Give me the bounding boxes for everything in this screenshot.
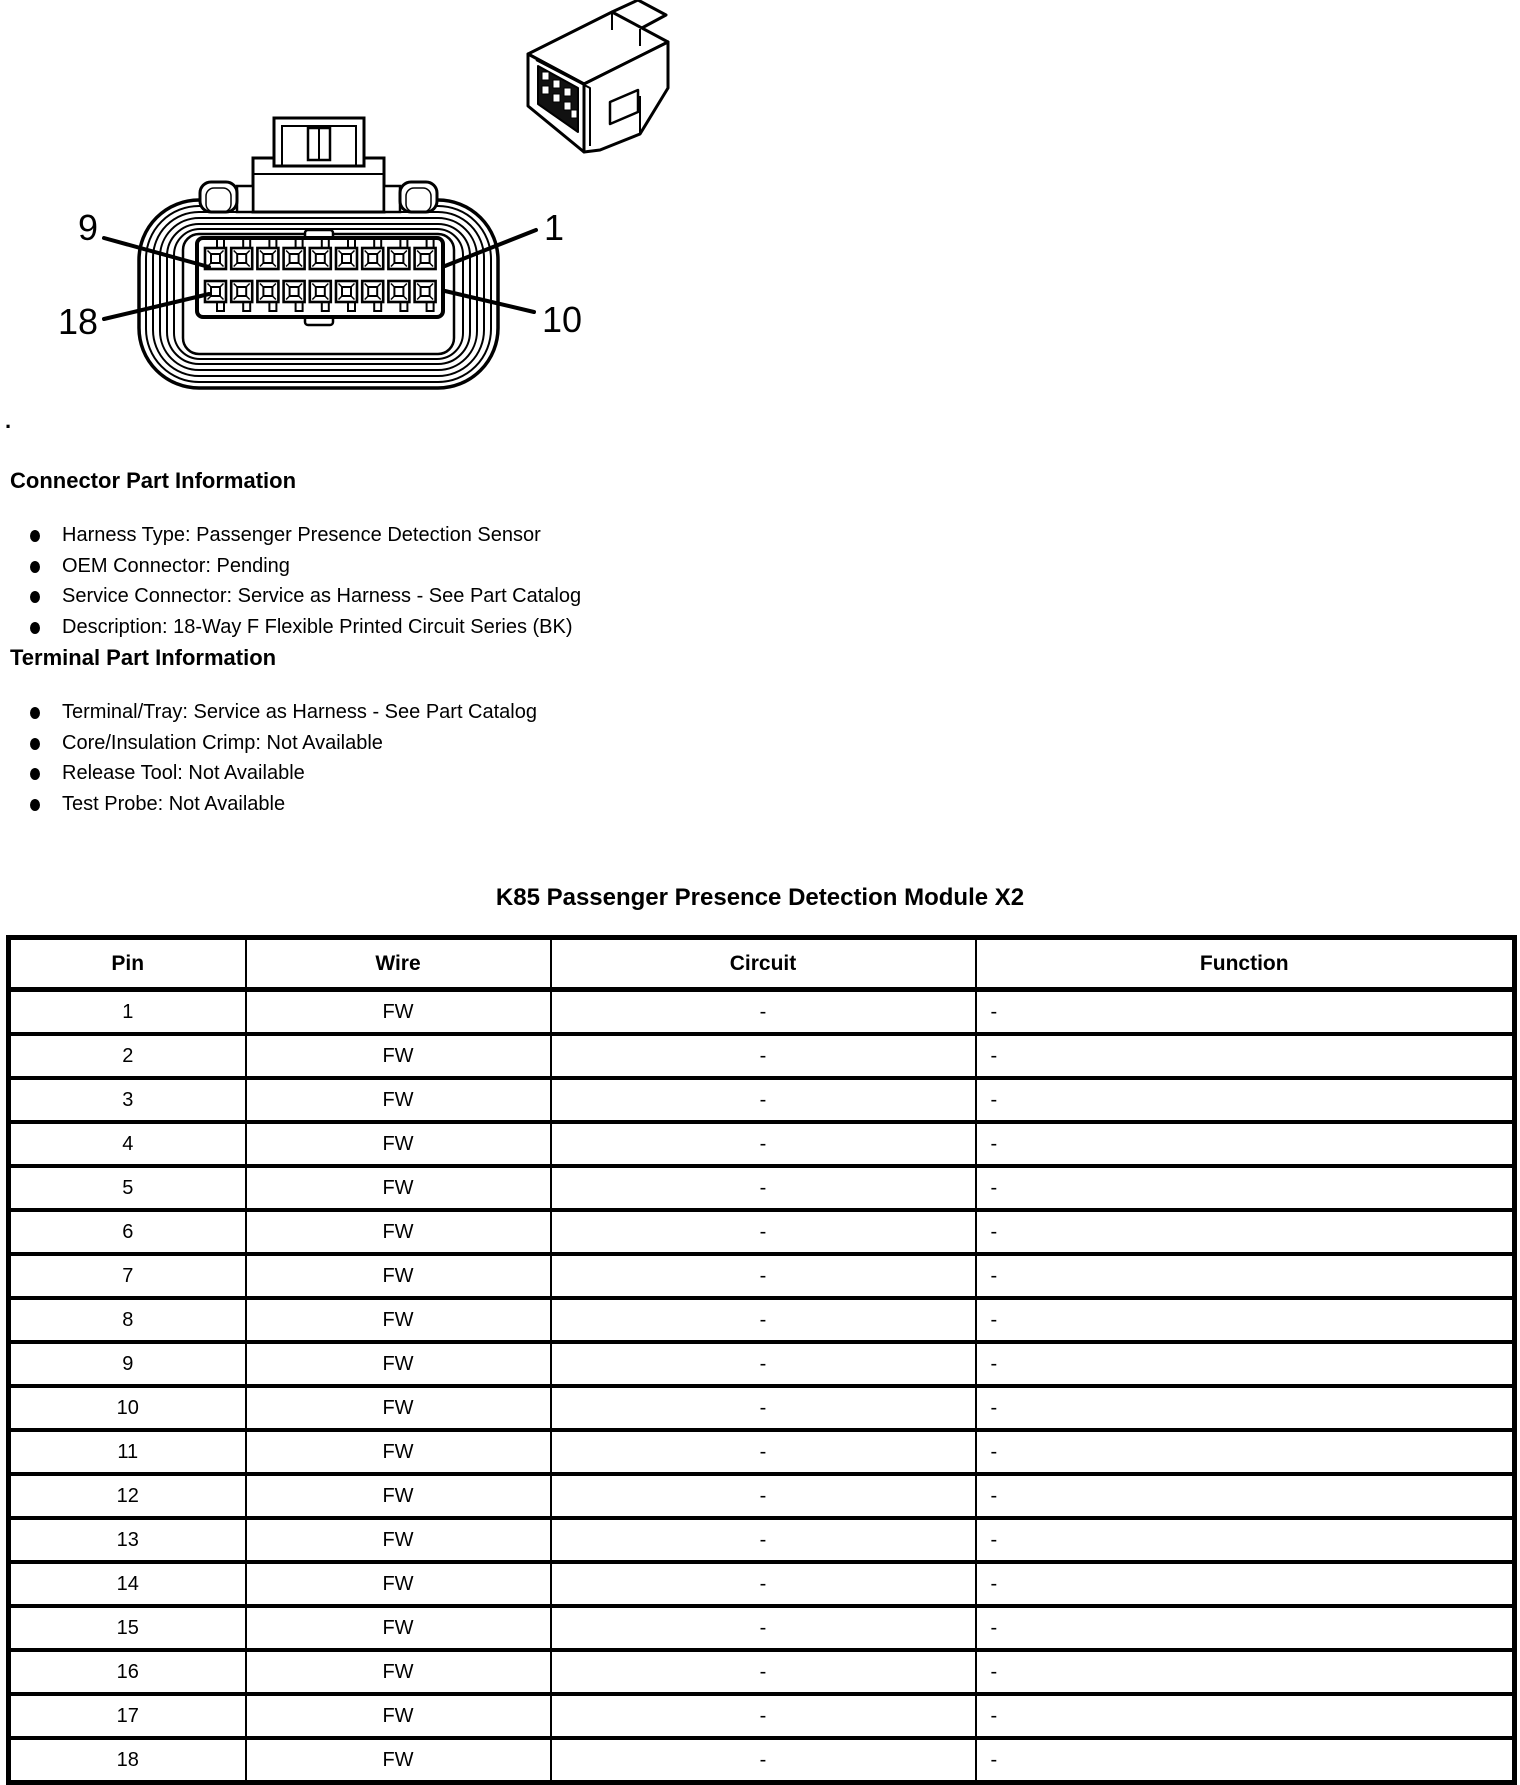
cell-function: - bbox=[976, 1562, 1515, 1606]
cell-circuit: - bbox=[551, 1210, 976, 1254]
connector-iso-view bbox=[528, 0, 668, 152]
cell-pin: 2 bbox=[9, 1034, 246, 1078]
bullet-text: Terminal/Tray: Service as Harness - See Part Catalog bbox=[62, 701, 537, 723]
bullet-text: Description: 18-Way F Flexible Printed Circuit Series (BK) bbox=[62, 615, 573, 638]
pin-label-10: 10 bbox=[542, 299, 583, 340]
cell-circuit: - bbox=[551, 1078, 976, 1122]
cell-function: - bbox=[976, 990, 1515, 1035]
cell-circuit: - bbox=[551, 1166, 976, 1210]
table-row bbox=[9, 1210, 1515, 1254]
cell-function: - bbox=[976, 1518, 1515, 1562]
cell-circuit: - bbox=[551, 1738, 976, 1783]
cell-wire: FW bbox=[246, 1562, 551, 1606]
cell-circuit: - bbox=[551, 1606, 976, 1650]
list-item bbox=[0, 551, 1100, 582]
cell-function: - bbox=[976, 1738, 1515, 1783]
cell-function: - bbox=[976, 1386, 1515, 1430]
cell-circuit: - bbox=[551, 1694, 976, 1738]
cell-function: - bbox=[976, 1430, 1515, 1474]
table-row bbox=[9, 1430, 1515, 1474]
table-row bbox=[9, 1034, 1515, 1078]
cell-wire: FW bbox=[246, 1298, 551, 1342]
cell-pin: 4 bbox=[9, 1122, 246, 1166]
cell-circuit: - bbox=[551, 1518, 976, 1562]
table-row bbox=[9, 990, 1515, 1035]
cell-pin: 6 bbox=[9, 1210, 246, 1254]
cell-wire: FW bbox=[246, 1430, 551, 1474]
connector-figure bbox=[0, 0, 1520, 430]
table-row bbox=[9, 1562, 1515, 1606]
cell-function: - bbox=[976, 1650, 1515, 1694]
table-row bbox=[9, 1342, 1515, 1386]
cell-wire: FW bbox=[246, 1474, 551, 1518]
cell-function: - bbox=[976, 1122, 1515, 1166]
cell-wire: FW bbox=[246, 1606, 551, 1650]
terminal-info-list bbox=[0, 697, 1100, 819]
connector-top-latch bbox=[200, 118, 437, 212]
cell-pin: 13 bbox=[9, 1518, 246, 1562]
connector-part-heading: Connector Part Information bbox=[10, 468, 297, 493]
cell-pin: 1 bbox=[9, 990, 246, 1035]
list-item bbox=[0, 789, 1100, 820]
pin-label-18: 18 bbox=[57, 301, 98, 342]
cell-wire: FW bbox=[246, 1166, 551, 1210]
cell-wire: FW bbox=[246, 1342, 551, 1386]
cell-function: - bbox=[976, 1166, 1515, 1210]
cell-pin: 3 bbox=[9, 1078, 246, 1122]
list-item bbox=[0, 520, 1100, 551]
table-row bbox=[9, 1518, 1515, 1562]
cell-wire: FW bbox=[246, 1518, 551, 1562]
bullet-text: OEM Connector: Pending bbox=[62, 554, 290, 577]
table-row bbox=[9, 1738, 1515, 1783]
cell-pin: 10 bbox=[9, 1386, 246, 1430]
cell-circuit: - bbox=[551, 1386, 976, 1430]
cell-circuit: - bbox=[551, 1034, 976, 1078]
column-header-function: Function bbox=[976, 938, 1515, 990]
table-row bbox=[9, 1078, 1515, 1122]
connector-pin-box bbox=[197, 230, 443, 325]
cell-pin: 12 bbox=[9, 1474, 246, 1518]
list-item bbox=[0, 612, 1100, 643]
cell-pin: 5 bbox=[9, 1166, 246, 1210]
cell-function: - bbox=[976, 1034, 1515, 1078]
cell-circuit: - bbox=[551, 1298, 976, 1342]
list-item bbox=[0, 758, 1100, 789]
stray-period: . bbox=[5, 408, 12, 433]
cell-function: - bbox=[976, 1342, 1515, 1386]
cell-pin: 18 bbox=[9, 1738, 246, 1783]
connector-info-list bbox=[0, 520, 1100, 642]
cell-circuit: - bbox=[551, 1562, 976, 1606]
column-header-wire: Wire bbox=[246, 938, 551, 990]
list-item bbox=[0, 697, 1100, 728]
pin-table-title: K85 Passenger Presence Detection Module X2 bbox=[495, 884, 1025, 911]
cell-circuit: - bbox=[551, 1474, 976, 1518]
cell-wire: FW bbox=[246, 1386, 551, 1430]
cell-wire: FW bbox=[246, 1650, 551, 1694]
cell-circuit: - bbox=[551, 990, 976, 1035]
cell-pin: 16 bbox=[9, 1650, 246, 1694]
table-row bbox=[9, 1298, 1515, 1342]
cell-pin: 9 bbox=[9, 1342, 246, 1386]
cell-pin: 7 bbox=[9, 1254, 246, 1298]
table-row bbox=[9, 1650, 1515, 1694]
cell-circuit: - bbox=[551, 1342, 976, 1386]
cell-wire: FW bbox=[246, 1034, 551, 1078]
pin-table bbox=[6, 935, 1517, 1785]
terminal-part-heading: Terminal Part Information bbox=[10, 645, 277, 670]
cell-wire: FW bbox=[246, 1078, 551, 1122]
connector-front-view bbox=[58, 118, 582, 388]
pin-table-body bbox=[9, 990, 1515, 1783]
cell-function: - bbox=[976, 1298, 1515, 1342]
cell-wire: FW bbox=[246, 1694, 551, 1738]
cell-pin: 11 bbox=[9, 1430, 246, 1474]
table-header-row bbox=[9, 938, 1515, 990]
table-row bbox=[9, 1122, 1515, 1166]
cell-function: - bbox=[976, 1254, 1515, 1298]
table-row bbox=[9, 1254, 1515, 1298]
cell-pin: 17 bbox=[9, 1694, 246, 1738]
bullet-text: Service Connector: Service as Harness - See Part Catalog bbox=[62, 585, 582, 607]
cell-pin: 14 bbox=[9, 1562, 246, 1606]
pin-label-1: 1 bbox=[544, 207, 565, 248]
column-header-pin: Pin bbox=[9, 938, 246, 990]
cell-wire: FW bbox=[246, 1738, 551, 1783]
cell-function: - bbox=[976, 1606, 1515, 1650]
table-row bbox=[9, 1694, 1515, 1738]
cell-wire: FW bbox=[246, 1254, 551, 1298]
table-row bbox=[9, 1166, 1515, 1210]
table-row bbox=[9, 1386, 1515, 1430]
cell-function: - bbox=[976, 1694, 1515, 1738]
list-item bbox=[0, 728, 1100, 759]
cell-circuit: - bbox=[551, 1430, 976, 1474]
bullet-text: Core/Insulation Crimp: Not Available bbox=[62, 731, 383, 754]
cell-wire: FW bbox=[246, 1122, 551, 1166]
cell-circuit: - bbox=[551, 1650, 976, 1694]
bullet-text: Test Probe: Not Available bbox=[62, 792, 286, 815]
cell-pin: 8 bbox=[9, 1298, 246, 1342]
pin-label-9: 9 bbox=[77, 207, 98, 248]
cell-circuit: - bbox=[551, 1254, 976, 1298]
list-item bbox=[0, 581, 1100, 612]
cell-function: - bbox=[976, 1210, 1515, 1254]
cell-pin: 15 bbox=[9, 1606, 246, 1650]
cell-wire: FW bbox=[246, 1210, 551, 1254]
cell-function: - bbox=[976, 1078, 1515, 1122]
cell-circuit: - bbox=[551, 1122, 976, 1166]
table-row bbox=[9, 1606, 1515, 1650]
bullet-text: Harness Type: Passenger Presence Detection Sensor bbox=[62, 524, 541, 546]
cell-wire: FW bbox=[246, 990, 551, 1035]
bullet-text: Release Tool: Not Available bbox=[62, 762, 305, 784]
column-header-circuit: Circuit bbox=[551, 938, 976, 990]
table-row bbox=[9, 1474, 1515, 1518]
cell-function: - bbox=[976, 1474, 1515, 1518]
